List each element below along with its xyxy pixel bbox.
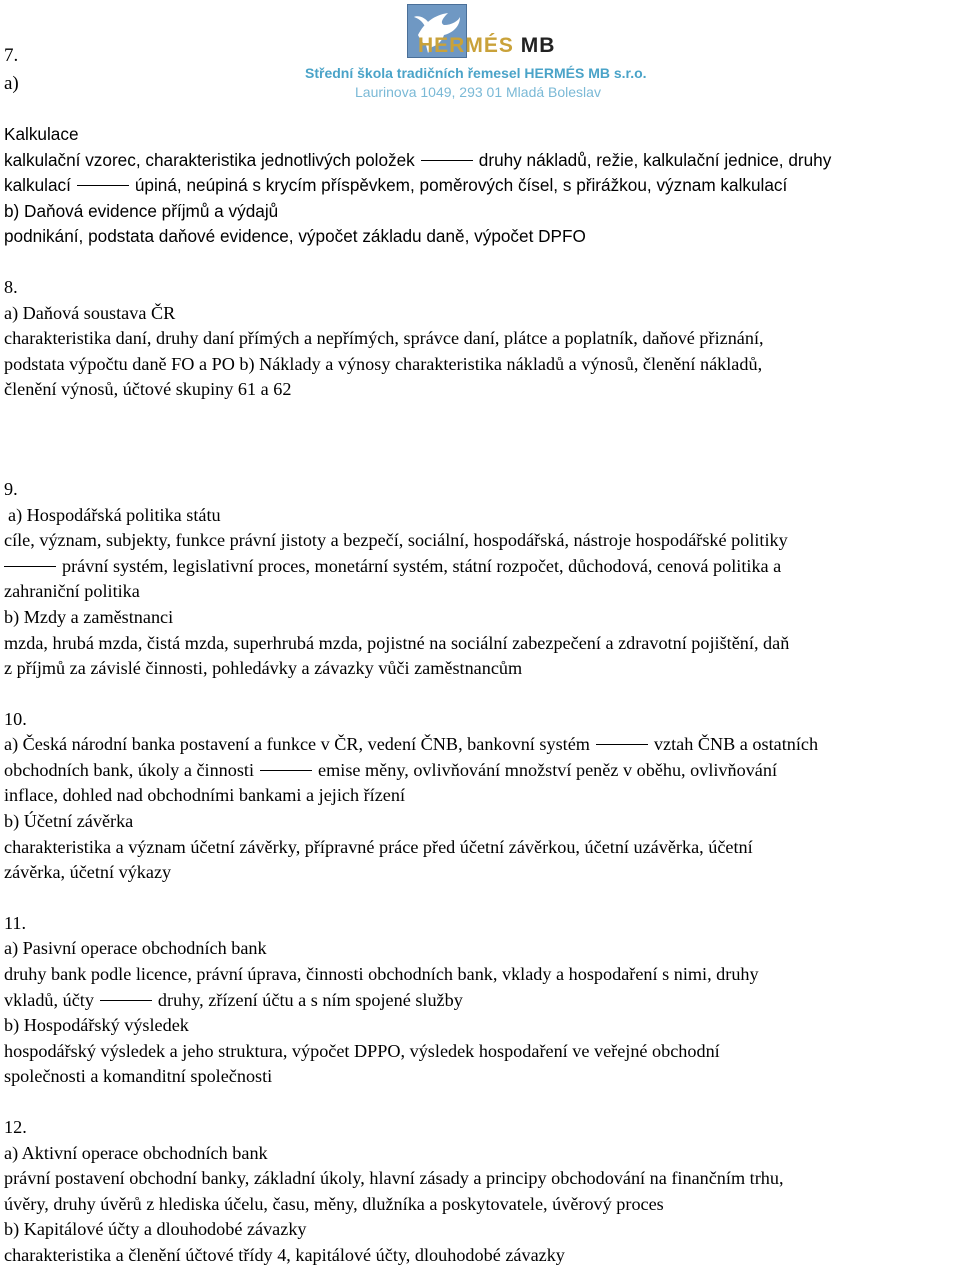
- q7-line: kalkulační vzorec, charakteristika jednotlivých položek druhy nákladů, režie, kalkulační jednice, druhy: [4, 149, 832, 170]
- q9-part-a: a) Hospodářská politika státu: [8, 504, 221, 525]
- q10-line: charakteristika a význam účetní závěrky, přípravné práce před účetní závěrkou, účetní uzávěrka, účetní: [4, 836, 753, 857]
- q12-part-a: a) Aktivní operace obchodních bank: [4, 1142, 268, 1163]
- em-dash: [77, 185, 129, 186]
- q12-line: charakteristika a členění účtové třídy 4, kapitálové účty, dlouhodobé závazky: [4, 1244, 565, 1265]
- q11-part-a: a) Pasivní operace obchodních bank: [4, 938, 267, 959]
- q11-line: hospodářský výsledek a jeho struktura, výpočet DPPO, výsledek hospodaření ve veřejné obchodní: [4, 1040, 720, 1061]
- school-address: Laurinova 1049, 293 01 Mladá Boleslav: [355, 84, 601, 100]
- page-header: [0, 0, 960, 110]
- q8-number: 8.: [4, 276, 18, 297]
- q8-line: charakteristika daní, druhy daní přímých a nepřímých, správce daní, plátce a poplatník, daňové přiznání,: [4, 328, 764, 349]
- q11-part-b: b) Hospodářský výsledek: [4, 1015, 189, 1036]
- em-dash: [421, 160, 473, 161]
- em-dash: [100, 1000, 152, 1001]
- q7-part-b: b) Daňová evidence příjmů a výdajů: [4, 200, 279, 221]
- q10-part-a: a) Česká národní banka postavení a funkce v ČR, vedení ČNB, bankovní systém vztah ČNB a ostatních: [4, 734, 819, 755]
- school-name: Střední škola tradičních řemesel HERMÉS MB s.r.o.: [305, 65, 647, 81]
- q9-number: 9.: [4, 478, 18, 499]
- em-dash: [4, 566, 56, 567]
- q8-line: členění výnosů, účtové skupiny 61 a 62: [4, 379, 292, 400]
- q10-line: obchodních bank, úkoly a činnosti emise měny, ovlivňování množství peněz v oběhu, ovlivňování: [4, 759, 778, 780]
- q12-part-b: b) Kapitálové účty a dlouhodobé závazky: [4, 1219, 307, 1240]
- q9-part-b: b) Mzdy a zaměstnanci: [4, 606, 174, 627]
- q12-line: právní postavení obchodní banky, základní úkoly, hlavní zásady a principy obchodování na finančním trhu,: [4, 1168, 784, 1189]
- q7-title: Kalkulace: [4, 124, 79, 144]
- em-dash: [596, 744, 648, 745]
- q10-line: závěrka, účetní výkazy: [4, 862, 172, 883]
- logo-wordmark: HERMÉS MB: [418, 34, 556, 57]
- q10-line: inflace, dohled nad obchodními bankami a jejich řízení: [4, 785, 405, 806]
- q8-line: podstata výpočtu daně FO a PO b) Náklady a výnosy charakteristika nákladů a výnosů, členění nákladů,: [4, 353, 763, 374]
- q11-line: druhy bank podle licence, právní úprava, činnosti obchodních bank, vklady a hospodaření s nimi, druhy: [4, 964, 759, 985]
- q9-line: z příjmů za závislé činnosti, pohledávky a závazky vůči zaměstnancům: [4, 658, 523, 679]
- q11-number: 11.: [4, 912, 27, 933]
- q11-line: společnosti a komanditní společnosti: [4, 1066, 273, 1087]
- question-7-number: 7.: [4, 45, 19, 66]
- q7-line: kalkulací úpiná, neúpiná s krycím příspěvkem, poměrových čísel, s přirážkou, význam kalkulací: [4, 175, 788, 196]
- q9-line: právní systém, legislativní proces, monetární systém, státní rozpočet, důchodová, cenová politika a: [4, 554, 956, 580]
- q11-line: vkladů, účty druhy, zřízení účtu a s ním spojené služby: [4, 989, 463, 1010]
- q9-line: zahraniční politika: [4, 581, 140, 602]
- q10-number: 10.: [4, 708, 27, 729]
- q9-line: mzda, hrubá mzda, čistá mzda, superhrubá mzda, pojistné na sociální zabezpečení a zdravotní pojištění, daň: [4, 632, 790, 653]
- q8-part-a: a) Daňová soustava ČR: [4, 302, 176, 323]
- em-dash: [260, 770, 312, 771]
- q9-line: cíle, význam, subjekty, funkce právní jistoty a bezpečí, sociální, hospodářská, nástroje hospodářské politiky: [4, 530, 788, 551]
- q12-number: 12.: [4, 1117, 27, 1137]
- q7-line: podnikání, podstata daňové evidence, výpočet základu daně, výpočet DPFO: [4, 226, 586, 247]
- q12-line: úvěry, druhy úvěrů z hlediska účelu, času, měny, dlužníka a poskytovatele, úvěrový proces: [4, 1193, 664, 1214]
- question-7-a-label: a): [4, 73, 19, 94]
- q10-part-b: b) Účetní závěrka: [4, 811, 134, 832]
- document-body: [4, 122, 956, 1269]
